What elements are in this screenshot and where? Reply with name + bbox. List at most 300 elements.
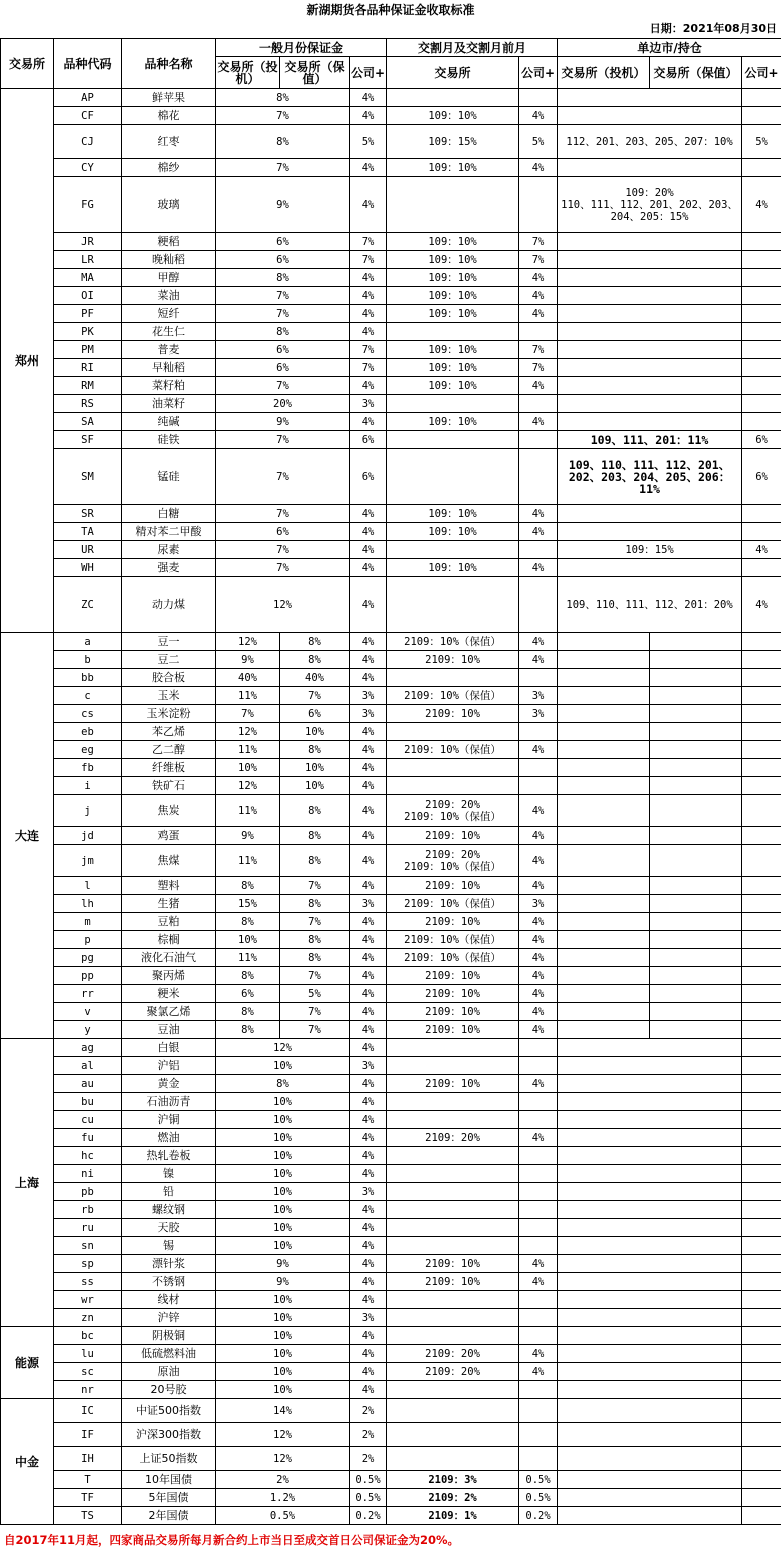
general-company-cell: 4% xyxy=(350,913,387,931)
code-cell: AP xyxy=(54,89,122,107)
delivery-company-cell: 4% xyxy=(519,1129,558,1147)
delivery-exch-cell xyxy=(387,759,519,777)
general-spec-cell: 9% xyxy=(216,827,280,845)
general-company-cell: 4% xyxy=(350,305,387,323)
unilateral-company-cell xyxy=(742,651,781,669)
unilateral-company-cell xyxy=(742,1363,781,1381)
general-margin-cell: 8% xyxy=(216,1075,350,1093)
table-row xyxy=(1,1039,781,1057)
delivery-company-cell: 4% xyxy=(519,827,558,845)
header-name: 品种名称 xyxy=(122,39,216,89)
delivery-company-cell: 4% xyxy=(519,505,558,523)
unilateral-exch-hedge-cell xyxy=(650,669,742,687)
unilateral-company-cell xyxy=(742,777,781,795)
delivery-company-cell: 0.5% xyxy=(519,1471,558,1489)
table-row xyxy=(1,1309,781,1327)
unilateral-exch-cell xyxy=(558,413,742,431)
delivery-company-cell: 4% xyxy=(519,1273,558,1291)
general-margin-cell: 10% xyxy=(216,1129,350,1147)
unilateral-company-cell xyxy=(742,377,781,395)
code-cell: cu xyxy=(54,1111,122,1129)
general-company-cell: 4% xyxy=(350,669,387,687)
unilateral-exch-spec-cell xyxy=(558,777,650,795)
delivery-exch-cell: 2109：20% 2109：10%（保值） xyxy=(387,795,519,827)
general-company-cell: 4% xyxy=(350,1363,387,1381)
footnote: 自2017年11月起，四家商品交易所每月新合约上市当日至成交首日公司保证金为20%。 xyxy=(4,1533,460,1547)
delivery-company-cell xyxy=(519,1111,558,1129)
unilateral-exch-cell xyxy=(558,1147,742,1165)
name-cell: 豆粕 xyxy=(122,913,216,931)
code-cell: zn xyxy=(54,1309,122,1327)
general-company-cell: 3% xyxy=(350,395,387,413)
general-margin-cell: 12% xyxy=(216,1039,350,1057)
unilateral-exch-cell: 109：20% 110、111、112、201、202、203、204、205：15% xyxy=(558,177,742,233)
general-margin-cell: 10% xyxy=(216,1165,350,1183)
general-company-cell: 4% xyxy=(350,1111,387,1129)
code-cell: eg xyxy=(54,741,122,759)
name-cell: 螺纹钢 xyxy=(122,1201,216,1219)
unilateral-company-cell xyxy=(742,795,781,827)
delivery-exch-cell xyxy=(387,1423,519,1447)
table-row xyxy=(1,669,781,687)
table-row xyxy=(1,305,781,323)
delivery-exch-cell: 109：10% xyxy=(387,359,519,377)
table-row xyxy=(1,1399,781,1423)
delivery-company-cell: 4% xyxy=(519,967,558,985)
delivery-exch-cell xyxy=(387,1327,519,1345)
delivery-company-cell: 4% xyxy=(519,1021,558,1039)
unilateral-exch-cell xyxy=(558,1423,742,1447)
code-cell: RI xyxy=(54,359,122,377)
unilateral-exch-hedge-cell xyxy=(650,723,742,741)
unilateral-company-cell xyxy=(742,949,781,967)
delivery-company-cell: 4% xyxy=(519,949,558,967)
general-company-cell: 4% xyxy=(350,159,387,177)
unilateral-exch-hedge-cell xyxy=(650,705,742,723)
general-spec-cell: 6% xyxy=(216,985,280,1003)
general-company-cell: 4% xyxy=(350,523,387,541)
unilateral-company-cell xyxy=(742,633,781,651)
unilateral-exch-cell xyxy=(558,1075,742,1093)
name-cell: 鲜苹果 xyxy=(122,89,216,107)
unilateral-company-cell xyxy=(742,1111,781,1129)
name-cell: 中证500指数 xyxy=(122,1399,216,1423)
table-row xyxy=(1,395,781,413)
general-company-cell: 4% xyxy=(350,377,387,395)
general-spec-cell: 15% xyxy=(216,895,280,913)
unilateral-company-cell xyxy=(742,359,781,377)
general-company-cell: 4% xyxy=(350,1075,387,1093)
delivery-exch-cell xyxy=(387,1201,519,1219)
general-spec-cell: 10% xyxy=(216,759,280,777)
general-company-cell: 4% xyxy=(350,1093,387,1111)
general-company-cell: 4% xyxy=(350,845,387,877)
delivery-exch-cell xyxy=(387,1183,519,1201)
unilateral-company-cell xyxy=(742,233,781,251)
name-cell: 低硫燃料油 xyxy=(122,1345,216,1363)
unilateral-exch-cell xyxy=(558,233,742,251)
unilateral-company-cell xyxy=(742,985,781,1003)
name-cell: 原油 xyxy=(122,1363,216,1381)
name-cell: 豆二 xyxy=(122,651,216,669)
unilateral-exch-cell xyxy=(558,1381,742,1399)
unilateral-exch-cell xyxy=(558,323,742,341)
name-cell: 镍 xyxy=(122,1165,216,1183)
code-cell: ss xyxy=(54,1273,122,1291)
table-row xyxy=(1,431,781,449)
general-margin-cell: 7% xyxy=(216,287,350,305)
table-row xyxy=(1,1489,781,1507)
general-spec-cell: 12% xyxy=(216,633,280,651)
table-row xyxy=(1,1057,781,1075)
code-cell: ag xyxy=(54,1039,122,1057)
table-row xyxy=(1,1447,781,1471)
table-row xyxy=(1,1219,781,1237)
general-company-cell: 4% xyxy=(350,1219,387,1237)
unilateral-company-cell xyxy=(742,931,781,949)
general-margin-cell: 10% xyxy=(216,1201,350,1219)
delivery-company-cell xyxy=(519,1183,558,1201)
delivery-exch-cell xyxy=(387,1147,519,1165)
code-cell: WH xyxy=(54,559,122,577)
delivery-exch-cell: 109：10% xyxy=(387,559,519,577)
code-cell: LR xyxy=(54,251,122,269)
code-cell: UR xyxy=(54,541,122,559)
name-cell: 动力煤 xyxy=(122,577,216,633)
unilateral-exch-spec-cell xyxy=(558,759,650,777)
name-cell: 菜油 xyxy=(122,287,216,305)
delivery-company-cell xyxy=(519,1147,558,1165)
general-margin-cell: 6% xyxy=(216,359,350,377)
name-cell: 硅铁 xyxy=(122,431,216,449)
code-cell: pb xyxy=(54,1183,122,1201)
delivery-company-cell xyxy=(519,1237,558,1255)
unilateral-company-cell xyxy=(742,913,781,931)
name-cell: 豆一 xyxy=(122,633,216,651)
general-spec-cell: 11% xyxy=(216,949,280,967)
general-hedge-cell: 8% xyxy=(280,633,350,651)
delivery-exch-cell xyxy=(387,431,519,449)
name-cell: 铁矿石 xyxy=(122,777,216,795)
table-row xyxy=(1,777,781,795)
delivery-exch-cell: 2109：10% xyxy=(387,1003,519,1021)
table-row xyxy=(1,741,781,759)
name-cell: 漂针浆 xyxy=(122,1255,216,1273)
general-company-cell: 4% xyxy=(350,1129,387,1147)
unilateral-exch-cell xyxy=(558,1093,742,1111)
general-company-cell: 0.5% xyxy=(350,1471,387,1489)
header-delivery-month: 交割月及交割月前月 xyxy=(387,39,558,57)
unilateral-exch-hedge-cell xyxy=(650,931,742,949)
delivery-exch-cell: 109：10% xyxy=(387,505,519,523)
exchange-cell: 能源 xyxy=(1,1327,54,1399)
delivery-company-cell: 4% xyxy=(519,845,558,877)
general-company-cell: 2% xyxy=(350,1399,387,1423)
unilateral-company-cell xyxy=(742,1165,781,1183)
general-company-cell: 6% xyxy=(350,449,387,505)
name-cell: 聚丙烯 xyxy=(122,967,216,985)
unilateral-company-cell xyxy=(742,1021,781,1039)
table-row xyxy=(1,651,781,669)
code-cell: sn xyxy=(54,1237,122,1255)
table-row xyxy=(1,541,781,559)
table-row xyxy=(1,233,781,251)
code-cell: CJ xyxy=(54,125,122,159)
unilateral-company-cell xyxy=(742,1057,781,1075)
name-cell: 沪深300指数 xyxy=(122,1423,216,1447)
unilateral-exch-spec-cell xyxy=(558,741,650,759)
general-hedge-cell: 8% xyxy=(280,895,350,913)
general-margin-cell: 9% xyxy=(216,413,350,431)
header-unilateral-exch-hedge: 交易所（保值） xyxy=(650,57,742,89)
table-row xyxy=(1,359,781,377)
general-hedge-cell: 8% xyxy=(280,741,350,759)
unilateral-exch-spec-cell xyxy=(558,949,650,967)
name-cell: 短纤 xyxy=(122,305,216,323)
table-row xyxy=(1,377,781,395)
unilateral-company-cell xyxy=(742,877,781,895)
delivery-company-cell: 4% xyxy=(519,651,558,669)
code-cell: lh xyxy=(54,895,122,913)
general-margin-cell: 10% xyxy=(216,1147,350,1165)
unilateral-exch-spec-cell xyxy=(558,877,650,895)
table-row xyxy=(1,949,781,967)
unilateral-exch-hedge-cell xyxy=(650,777,742,795)
general-spec-cell: 11% xyxy=(216,687,280,705)
table-row xyxy=(1,251,781,269)
unilateral-company-cell xyxy=(742,759,781,777)
unilateral-exch-spec-cell xyxy=(558,985,650,1003)
delivery-company-cell xyxy=(519,541,558,559)
delivery-company-cell: 4% xyxy=(519,795,558,827)
general-company-cell: 5% xyxy=(350,125,387,159)
delivery-exch-cell: 109：10% xyxy=(387,305,519,323)
name-cell: 阴极铜 xyxy=(122,1327,216,1345)
general-company-cell: 4% xyxy=(350,777,387,795)
name-cell: 玉米 xyxy=(122,687,216,705)
delivery-exch-cell xyxy=(387,1057,519,1075)
delivery-exch-cell: 109：15% xyxy=(387,125,519,159)
unilateral-exch-hedge-cell xyxy=(650,651,742,669)
table-row xyxy=(1,505,781,523)
name-cell: 白银 xyxy=(122,1039,216,1057)
unilateral-company-cell xyxy=(742,1423,781,1447)
general-company-cell: 4% xyxy=(350,795,387,827)
code-cell: PM xyxy=(54,341,122,359)
delivery-company-cell: 4% xyxy=(519,913,558,931)
exchange-cell: 中金 xyxy=(1,1399,54,1525)
name-cell: 花生仁 xyxy=(122,323,216,341)
delivery-exch-cell: 109：10% xyxy=(387,251,519,269)
table-row xyxy=(1,287,781,305)
unilateral-exch-cell xyxy=(558,1237,742,1255)
general-company-cell: 4% xyxy=(350,505,387,523)
unilateral-exch-cell xyxy=(558,1129,742,1147)
general-company-cell: 4% xyxy=(350,931,387,949)
name-cell: 晚籼稻 xyxy=(122,251,216,269)
general-margin-cell: 9% xyxy=(216,1255,350,1273)
name-cell: 鸡蛋 xyxy=(122,827,216,845)
general-spec-cell: 9% xyxy=(216,651,280,669)
unilateral-company-cell xyxy=(742,705,781,723)
delivery-company-cell: 7% xyxy=(519,251,558,269)
delivery-company-cell xyxy=(519,669,558,687)
unilateral-company-cell: 6% xyxy=(742,431,781,449)
delivery-exch-cell: 2109：10% xyxy=(387,705,519,723)
table-row xyxy=(1,1255,781,1273)
name-cell: 强麦 xyxy=(122,559,216,577)
general-hedge-cell: 6% xyxy=(280,705,350,723)
general-margin-cell: 7% xyxy=(216,305,350,323)
general-margin-cell: 7% xyxy=(216,377,350,395)
unilateral-company-cell: 4% xyxy=(742,177,781,233)
table-row xyxy=(1,413,781,431)
delivery-company-cell: 4% xyxy=(519,159,558,177)
general-margin-cell: 7% xyxy=(216,431,350,449)
table-row xyxy=(1,1129,781,1147)
general-company-cell: 4% xyxy=(350,949,387,967)
general-company-cell: 4% xyxy=(350,759,387,777)
unilateral-exch-hedge-cell xyxy=(650,913,742,931)
unilateral-exch-cell xyxy=(558,89,742,107)
unilateral-company-cell xyxy=(742,341,781,359)
code-cell: eb xyxy=(54,723,122,741)
name-cell: 10年国债 xyxy=(122,1471,216,1489)
code-cell: l xyxy=(54,877,122,895)
general-company-cell: 7% xyxy=(350,233,387,251)
table-row xyxy=(1,1165,781,1183)
delivery-exch-cell: 109：10% xyxy=(387,377,519,395)
table-row xyxy=(1,1147,781,1165)
unilateral-exch-hedge-cell xyxy=(650,985,742,1003)
code-cell: nr xyxy=(54,1381,122,1399)
sheet-title: 新湖期货各品种保证金收取标准 xyxy=(306,3,475,17)
code-cell: OI xyxy=(54,287,122,305)
code-cell: c xyxy=(54,687,122,705)
header-delivery-exch: 交易所 xyxy=(387,57,519,89)
general-company-cell: 2% xyxy=(350,1447,387,1471)
code-cell: PK xyxy=(54,323,122,341)
general-spec-cell: 40% xyxy=(216,669,280,687)
general-spec-cell: 8% xyxy=(216,913,280,931)
delivery-exch-cell: 2109：10%（保值） xyxy=(387,931,519,949)
general-company-cell: 3% xyxy=(350,895,387,913)
code-cell: bu xyxy=(54,1093,122,1111)
general-company-cell: 4% xyxy=(350,1345,387,1363)
delivery-exch-cell: 2109：10% xyxy=(387,877,519,895)
code-cell: fu xyxy=(54,1129,122,1147)
code-cell: TS xyxy=(54,1507,122,1525)
table-row xyxy=(1,1075,781,1093)
margin-table xyxy=(0,38,781,1525)
general-hedge-cell: 8% xyxy=(280,651,350,669)
name-cell: 生猪 xyxy=(122,895,216,913)
delivery-company-cell xyxy=(519,777,558,795)
name-cell: 乙二醇 xyxy=(122,741,216,759)
code-cell: b xyxy=(54,651,122,669)
delivery-exch-cell: 2109：20% xyxy=(387,1129,519,1147)
delivery-exch-cell: 109：10% xyxy=(387,287,519,305)
general-spec-cell: 11% xyxy=(216,795,280,827)
general-hedge-cell: 10% xyxy=(280,723,350,741)
delivery-exch-cell xyxy=(387,1309,519,1327)
code-cell: CF xyxy=(54,107,122,125)
unilateral-exch-hedge-cell xyxy=(650,795,742,827)
table-row xyxy=(1,705,781,723)
general-margin-cell: 6% xyxy=(216,251,350,269)
delivery-exch-cell xyxy=(387,1111,519,1129)
general-spec-cell: 11% xyxy=(216,741,280,759)
unilateral-company-cell xyxy=(742,1471,781,1489)
unilateral-company-cell: 4% xyxy=(742,577,781,633)
name-cell: 粳稻 xyxy=(122,233,216,251)
unilateral-company-cell xyxy=(742,395,781,413)
general-company-cell: 4% xyxy=(350,287,387,305)
unilateral-company-cell xyxy=(742,323,781,341)
unilateral-company-cell xyxy=(742,1003,781,1021)
delivery-company-cell xyxy=(519,1423,558,1447)
delivery-exch-cell: 109：10% xyxy=(387,413,519,431)
delivery-company-cell: 4% xyxy=(519,269,558,287)
general-hedge-cell: 7% xyxy=(280,913,350,931)
general-hedge-cell: 5% xyxy=(280,985,350,1003)
delivery-company-cell xyxy=(519,89,558,107)
delivery-exch-cell: 109：10% xyxy=(387,523,519,541)
delivery-company-cell: 3% xyxy=(519,687,558,705)
unilateral-company-cell xyxy=(742,413,781,431)
header-general-margin: 一般月份保证金 xyxy=(216,39,387,57)
general-margin-cell: 10% xyxy=(216,1309,350,1327)
general-margin-cell: 8% xyxy=(216,89,350,107)
unilateral-exch-cell xyxy=(558,1507,742,1525)
delivery-company-cell: 5% xyxy=(519,125,558,159)
delivery-company-cell xyxy=(519,1201,558,1219)
unilateral-company-cell xyxy=(742,741,781,759)
unilateral-company-cell xyxy=(742,1273,781,1291)
general-margin-cell: 14% xyxy=(216,1399,350,1423)
delivery-exch-cell: 2109：10% xyxy=(387,967,519,985)
delivery-company-cell xyxy=(519,1219,558,1237)
unilateral-company-cell xyxy=(742,89,781,107)
code-cell: sc xyxy=(54,1363,122,1381)
name-cell: 沪铜 xyxy=(122,1111,216,1129)
unilateral-company-cell: 4% xyxy=(742,541,781,559)
general-company-cell: 0.5% xyxy=(350,1489,387,1507)
delivery-company-cell xyxy=(519,759,558,777)
general-spec-cell: 8% xyxy=(216,1021,280,1039)
code-cell: i xyxy=(54,777,122,795)
delivery-exch-cell xyxy=(387,577,519,633)
general-company-cell: 4% xyxy=(350,1237,387,1255)
unilateral-company-cell xyxy=(742,269,781,287)
table-row xyxy=(1,913,781,931)
general-hedge-cell: 7% xyxy=(280,967,350,985)
unilateral-company-cell xyxy=(742,305,781,323)
delivery-company-cell: 0.5% xyxy=(519,1489,558,1507)
delivery-company-cell xyxy=(519,1399,558,1423)
general-margin-cell: 8% xyxy=(216,269,350,287)
name-cell: 液化石油气 xyxy=(122,949,216,967)
unilateral-exch-cell: 109、110、111、112、201、202、203、204、205、206：11% xyxy=(558,449,742,505)
unilateral-exch-cell xyxy=(558,1345,742,1363)
name-cell: 纤维板 xyxy=(122,759,216,777)
general-hedge-cell: 10% xyxy=(280,777,350,795)
table-row xyxy=(1,1183,781,1201)
name-cell: 玉米淀粉 xyxy=(122,705,216,723)
unilateral-exch-spec-cell xyxy=(558,723,650,741)
code-cell: wr xyxy=(54,1291,122,1309)
unilateral-exch-cell xyxy=(558,1111,742,1129)
